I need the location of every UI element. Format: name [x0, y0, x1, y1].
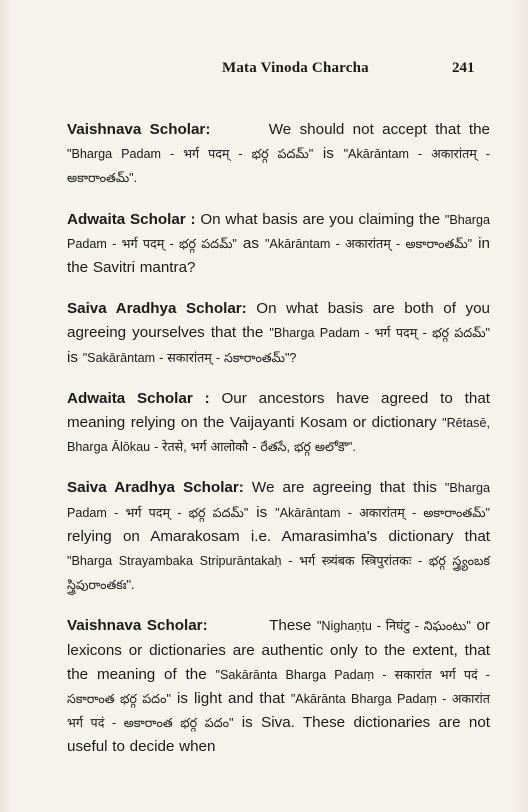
paragraph-text: is — [67, 348, 78, 366]
paragraph-text: is — [256, 503, 268, 521]
quoted-term: "Nighaṇṭu - निघंटु - నిఘంటు" — [316, 619, 471, 634]
speaker-label: Adwaita Scholar : — [67, 389, 210, 407]
paragraph-text: is Siva. These dictionaries are not useful to decide when — [67, 714, 490, 756]
dialogue-paragraph — [67, 614, 490, 759]
paragraph-text: These — [269, 617, 312, 635]
quoted-term: "Bharga Padam - भर्ग पदम् - భర్గ పదమ్" — [67, 147, 314, 162]
quoted-term: "Akārāntam - अकारांतम् - అకారాంతమ్". — [67, 147, 490, 186]
quoted-term: "Akārānta Bharga Padaṃ - अकारांत भर्ग पदं - అకారాంత భర్గ పదం" — [67, 692, 490, 731]
paragraph-text: as — [242, 234, 259, 252]
speaker-label: Vaishnava Scholar: — [67, 617, 208, 635]
speaker-label: Saiva Aradhya Scholar: — [67, 300, 247, 318]
quoted-term: "Akārāntam - अकारांतम् - అకారాంతమ్" — [275, 505, 490, 520]
paragraph-text: On what basis are you claiming the — [200, 210, 441, 228]
quoted-term: "Akārāntam - अकारांतम् - అకారాంతమ్" — [264, 236, 473, 251]
paragraph-text: is — [322, 145, 334, 163]
paragraph-text: We are agreeing that this — [251, 479, 437, 497]
quoted-term: "Bharga Padam - भर्ग पदम् - భర్గ పదమ్" — [67, 481, 490, 520]
page-header — [0, 60, 528, 80]
speaker-label: Saiva Aradhya Scholar: — [67, 479, 244, 497]
paragraph-text: or lexicons or dictionaries are authentic only to the extent, that the meaning of the — [67, 617, 490, 683]
dialogue-paragraph — [67, 297, 490, 370]
paragraph-text: is light and that — [177, 690, 285, 708]
speaker-label: Adwaita Scholar : — [67, 210, 196, 228]
dialogue-paragraph — [67, 387, 490, 460]
quoted-term: "Sakārānta Bharga Padaṃ - सकारांत भर्ग पदं - సకారాంత భర్గ పదం" — [67, 667, 490, 707]
quoted-term: "Sakārāntam - सकारांतम् - సకారాంతమ్"? — [82, 350, 297, 365]
paragraph-text: Our ancestors have agreed to that meaning relying on the Vaijayanti Kosam or dictionary — [67, 389, 490, 432]
paragraph-text: On what basis are both of you agreeing yourselves that the — [67, 300, 490, 342]
quoted-term: "Bharga Strayambaka Stripurāntakaḥ - भर्ग स्त्र्यंबक स्त्रिपुरांतकः - భర్గ స్త్ర్యంబక స్త్రిపురాంతకః". — [67, 554, 490, 593]
paragraph-text: relying on Amarakosam i.e. Amarasimha's dictionary that — [67, 527, 490, 545]
paragraph-text: We should not accept that the — [268, 121, 490, 138]
dialogue-paragraph — [67, 208, 490, 281]
dialogue-paragraph — [67, 118, 490, 191]
quoted-term: "Rētasē, Bharga Ālōkau - रेतसे, भर्ग आलोकौ - రేతసే, భర్గ అలోకౌ". — [67, 416, 490, 455]
speaker-label: Vaishnava Scholar: — [67, 121, 211, 138]
dialogue-body — [67, 118, 490, 776]
page-number: 241 — [452, 60, 475, 76]
running-title: Mata Vinoda Charcha — [222, 60, 369, 76]
quoted-term: "Bharga Padam - भर्ग पदम् - భర్గ పదమ్" — [67, 212, 490, 251]
paragraph-text: in the Savitri mantra? — [67, 234, 490, 277]
quoted-term: "Bharga Padam - भर्ग पदम् - భర్గ పదమ్" — [269, 326, 490, 341]
dialogue-paragraph — [67, 476, 490, 597]
